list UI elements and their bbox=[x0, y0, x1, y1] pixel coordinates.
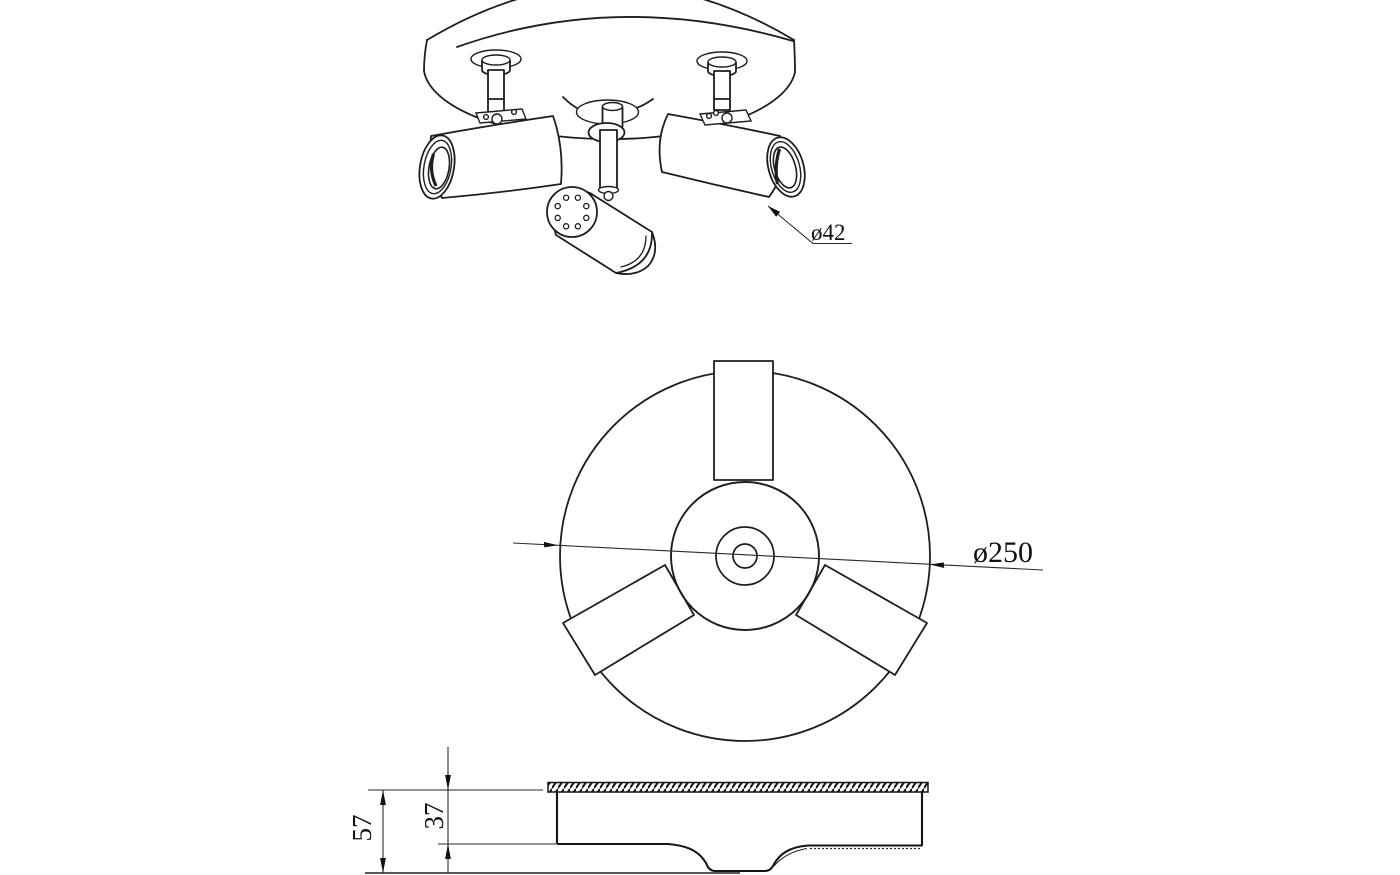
right-spotlight-body bbox=[660, 114, 784, 197]
center-spotlight bbox=[547, 187, 655, 274]
section-trumpet-curve bbox=[668, 844, 808, 871]
center-stem bbox=[600, 130, 617, 188]
dim-arrowhead-down-icon bbox=[380, 858, 386, 873]
center-pivot-ball bbox=[604, 192, 613, 201]
right-stem bbox=[714, 71, 730, 110]
dimension-57 bbox=[347, 790, 386, 873]
canopy-section-profile bbox=[557, 792, 922, 871]
center-stem-assembly bbox=[563, 97, 653, 201]
dimension-label-42: ø42 bbox=[811, 220, 846, 245]
left-spotlight bbox=[415, 116, 562, 201]
canopy-left-wall bbox=[424, 40, 427, 71]
left-pivot-ball bbox=[492, 114, 502, 124]
right-spotlight bbox=[660, 114, 812, 201]
right-collar-top bbox=[708, 57, 736, 67]
left-collar-top bbox=[482, 55, 510, 65]
dim-arrowhead-down-icon bbox=[445, 775, 451, 790]
left-bracket-screw bbox=[512, 110, 517, 115]
height-dimensions bbox=[347, 747, 740, 873]
canopy-right-wall bbox=[794, 40, 795, 72]
right-pivot-ball bbox=[722, 113, 732, 123]
top-spot-rect bbox=[714, 361, 773, 480]
dimension-label-57: 57 bbox=[347, 814, 377, 842]
plan-view bbox=[513, 361, 1043, 741]
perspective-view bbox=[415, 0, 852, 274]
dim-arrowhead-up-icon bbox=[445, 844, 451, 859]
center-cylinder-top bbox=[603, 103, 623, 111]
right-bracket bbox=[700, 110, 751, 125]
center-spotlight-back-cap bbox=[547, 187, 597, 237]
ceiling-plate-hatched bbox=[548, 783, 928, 793]
right-bracket-screw bbox=[714, 111, 719, 116]
dimension-label-37: 37 bbox=[419, 802, 449, 830]
right-bracket-screw bbox=[707, 114, 712, 119]
section-view bbox=[347, 747, 928, 873]
recess-left-wing bbox=[563, 97, 579, 109]
left-bracket-screw bbox=[484, 115, 489, 120]
right-stem-assembly bbox=[697, 52, 747, 110]
recess-right-wing bbox=[636, 99, 653, 108]
dim-arrowhead-up-icon bbox=[380, 790, 386, 805]
canopy-top-rim bbox=[427, 0, 794, 40]
spot-diameter-dimension bbox=[768, 206, 852, 245]
dimension-37 bbox=[419, 747, 451, 873]
canopy-top-inner-rim bbox=[457, 17, 793, 47]
dimension-label-250: ø250 bbox=[973, 536, 1033, 569]
left-stem bbox=[488, 70, 504, 112]
dim-arrowhead-right-icon bbox=[930, 562, 944, 568]
left-stem-assembly bbox=[471, 50, 521, 112]
